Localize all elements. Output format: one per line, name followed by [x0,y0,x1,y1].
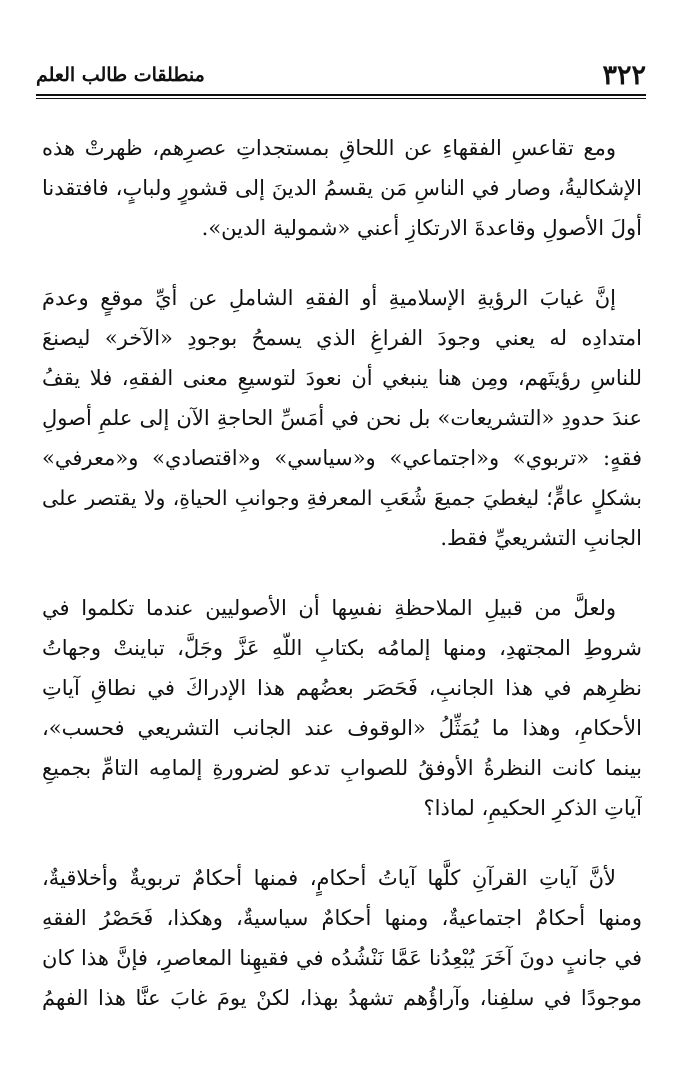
text-line: بشكلٍ عامٍّ؛ ليغطيَ جميعَ شُعَبِ المعرفةِ وجوانبِ الحياةِ، ولا يقتصر على [42,486,642,510]
text-line: إنَّ غيابَ الرؤيةِ الإسلاميةِ أو الفقهِ الشاملِ عن أيِّ موقعٍ وعدمَ [42,286,616,310]
paragraph-3 [42,588,642,828]
text-line: أولَ الأصولِ وقاعدةَ الارتكازِ أعني «شمولية الدين». [201,216,642,240]
text-line: امتدادِه له يعني وجودَ الفراغِ الذي يسمحُ بوجودِ «الآخر» ليصنعَ [42,326,642,350]
paragraph-2 [42,278,642,558]
text-line: للناسِ رؤيتَهم، ومِن هنا ينبغي أن نعودَ لتوسيعِ معنى الفقهِ، فلا يقفُ [42,366,642,390]
text-line: فقهٍ: «تربوي» و«اجتماعي» و«سياسي» و«اقتصادي» و«معرفي» [42,446,642,470]
text-line: الجانبِ التشريعيِّ فقط. [440,526,642,550]
paragraph-4 [42,858,642,1018]
text-line: آياتِ الذكرِ الحكيمِ، لماذا؟ [423,796,642,820]
text-line: نظرِهم في هذا الجانبِ، فَحَصَر بعضُهم هذا الإدراكَ في نطاقِ آياتِ [42,676,642,700]
paragraph-1 [42,128,642,248]
text-line: بينما كانت النظرةُ الأوفقُ للصوابِ تدعو لضرورةِ إلمامِه التامِّ بجميعِ [42,756,642,780]
text-line: موجودًا في سلفِنا، وآراؤُهم تشهدُ بهذا، لكنْ يومَ غابَ عنَّا هذا الفهمُ [42,986,642,1010]
page-number: ٣٢٢ [602,60,646,91]
page-body [42,128,642,1048]
text-line: ولعلَّ من قبيلِ الملاحظةِ نفسِها أن الأصوليين عندما تكلموا في [42,596,616,620]
text-line: عندَ حدودِ «التشريعات» بل نحن في أمَسِّ الحاجةِ الآن إلى علمِ أصولِ [42,406,642,430]
running-title: منطلقات طالب العلم [36,64,205,86]
text-line: لأنَّ آياتِ القرآنِ كلَّها آياتُ أحكامٍ، فمنها أحكامٌ تربويةٌ وأخلاقيةٌ، [42,866,616,890]
page-header [36,52,646,98]
text-line: الأحكامِ، وهذا ما يُمَثِّلُ «الوقوف عند الجانب التشريعي فحسب»، [42,716,642,740]
text-line: الإشكاليةُ، وصار في الناسِ مَن يقسمُ الدينَ إلى قشورٍ ولبابٍ، فافتقدنا [42,176,642,200]
text-line: شروطِ المجتهدِ، ومنها إلمامُه بكتابِ اللّهِ عَزَّ وجَلَّ، تباينتْ وجهاتُ [42,636,642,660]
header-rule [36,94,646,99]
text-line: ومنها أحكامٌ اجتماعيةٌ، ومنها أحكامٌ سياسيةٌ، وهكذا، فَحَصْرُ الفقهِ [42,906,642,930]
text-line: في جانبٍ دونَ آخَرَ يُبْعِدُنا عَمَّا نَنْشُدُه في فقيهِنا المعاصرِ، فإنَّ هذا كان [42,946,642,970]
text-line: ومع تقاعسِ الفقهاءِ عن اللحاقِ بمستجداتِ عصرِهم، ظهرتْ هذه [42,136,616,160]
